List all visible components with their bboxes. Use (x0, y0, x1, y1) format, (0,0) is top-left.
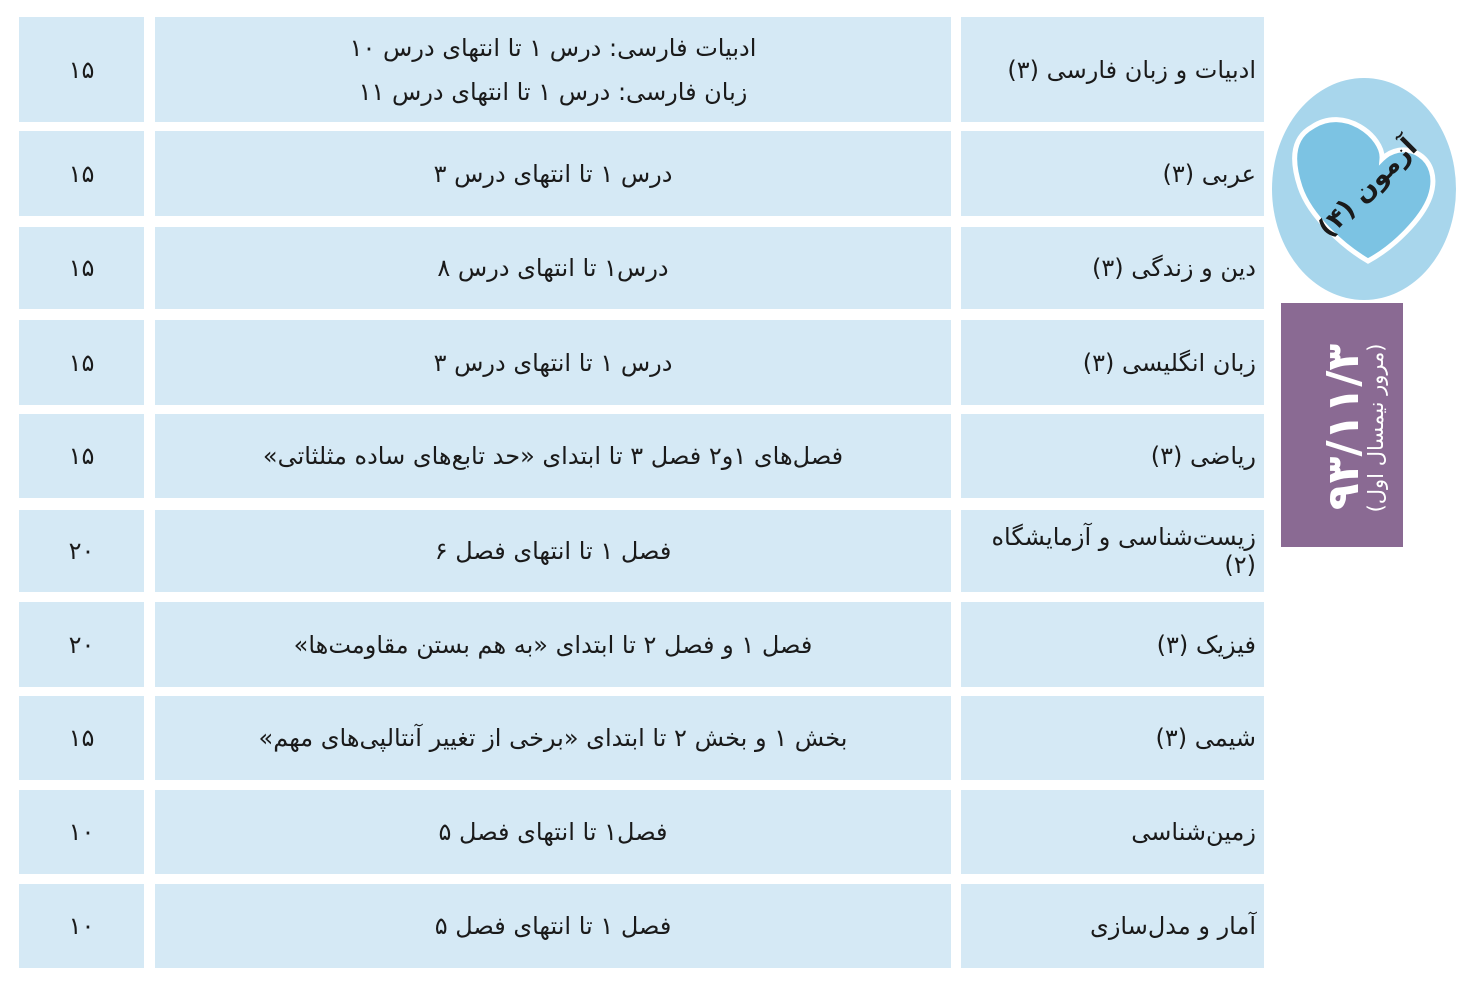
topic-line: فصل ۱ و فصل ۲ تا ابتدای «به هم بستن مقاومت‌ها» (293, 630, 813, 659)
subject-cell: زبان انگلیسی (۳) (961, 320, 1264, 405)
topic-line: فصل ۱ تا انتهای فصل ۶ (434, 537, 672, 565)
score-cell: ۲۰ (19, 510, 144, 592)
topic-cell (155, 227, 951, 309)
table-row (0, 884, 1300, 968)
topic-line: درس ۱ تا انتهای درس ۳ (433, 348, 673, 377)
table-row (0, 696, 1300, 780)
subject-cell: ریاضی (۳) (961, 414, 1264, 498)
score-cell: ۲۰ (19, 602, 144, 687)
table-row (0, 414, 1300, 498)
topic-cell (155, 131, 951, 216)
topic-line: ادبیات فارسی: درس ۱ تا انتهای درس ۱۰ (349, 33, 757, 62)
table-row (0, 17, 1300, 122)
table-row (0, 131, 1300, 216)
topic-line: فصل ۱ تا انتهای فصل ۵ (434, 912, 672, 940)
table-row (0, 602, 1300, 687)
table-row (0, 227, 1300, 309)
topic-cell (155, 414, 951, 498)
table-row (0, 510, 1300, 592)
subject-cell: شیمی (۳) (961, 696, 1264, 780)
topic-cell (155, 696, 951, 780)
topic-cell (155, 320, 951, 405)
exam-title: آزمون (۴) (1312, 132, 1424, 244)
subject-cell: زیست‌شناسی و آزمایشگاه (۲) (961, 510, 1264, 592)
subject-cell: دین و زندگی (۳) (961, 227, 1264, 309)
subject-cell: فیزیک (۳) (961, 602, 1264, 687)
subject-cell: زمین‌شناسی (961, 790, 1264, 874)
score-cell: ۱۰ (19, 790, 144, 874)
exam-date: ۹۳/۱۱/۳ (1318, 343, 1369, 511)
topic-cell (155, 17, 951, 122)
score-cell: ۱۵ (19, 131, 144, 216)
topic-line: درس ۱ تا انتهای درس ۳ (433, 159, 673, 188)
score-cell: ۱۵ (19, 696, 144, 780)
score-cell: ۱۵ (19, 414, 144, 498)
table-row (0, 320, 1300, 405)
topic-cell (155, 884, 951, 968)
table-row (0, 790, 1300, 874)
subject-cell: آمار و مدل‌سازی (961, 884, 1264, 968)
topic-line: فصل۱ تا انتهای فصل ۵ (438, 818, 668, 846)
topic-line: درس۱ تا انتهای درس ۸ (437, 254, 669, 282)
topic-cell (155, 510, 951, 592)
topic-line: زبان فارسی: درس ۱ تا انتهای درس ۱۱ (358, 77, 748, 106)
score-cell: ۱۰ (19, 884, 144, 968)
topic-line: فصل‌های ۱و۲ فصل ۳ تا ابتدای «حد تابع‌های ساده مثلثاتی» (262, 442, 844, 470)
score-cell: ۱۵ (19, 227, 144, 309)
subject-cell: عربی (۳) (961, 131, 1264, 216)
topic-cell (155, 602, 951, 687)
score-cell: ۱۵ (19, 17, 144, 122)
exam-subtitle: (مرور نیمسال اول) (1364, 343, 1388, 513)
subject-cell: ادبیات و زبان فارسی (۳) (961, 17, 1264, 122)
topic-line: بخش ۱ و بخش ۲ تا ابتدای «برخی از تغییر آنتالپی‌های مهم» (258, 724, 848, 752)
score-cell: ۱۵ (19, 320, 144, 405)
topic-cell (155, 790, 951, 874)
